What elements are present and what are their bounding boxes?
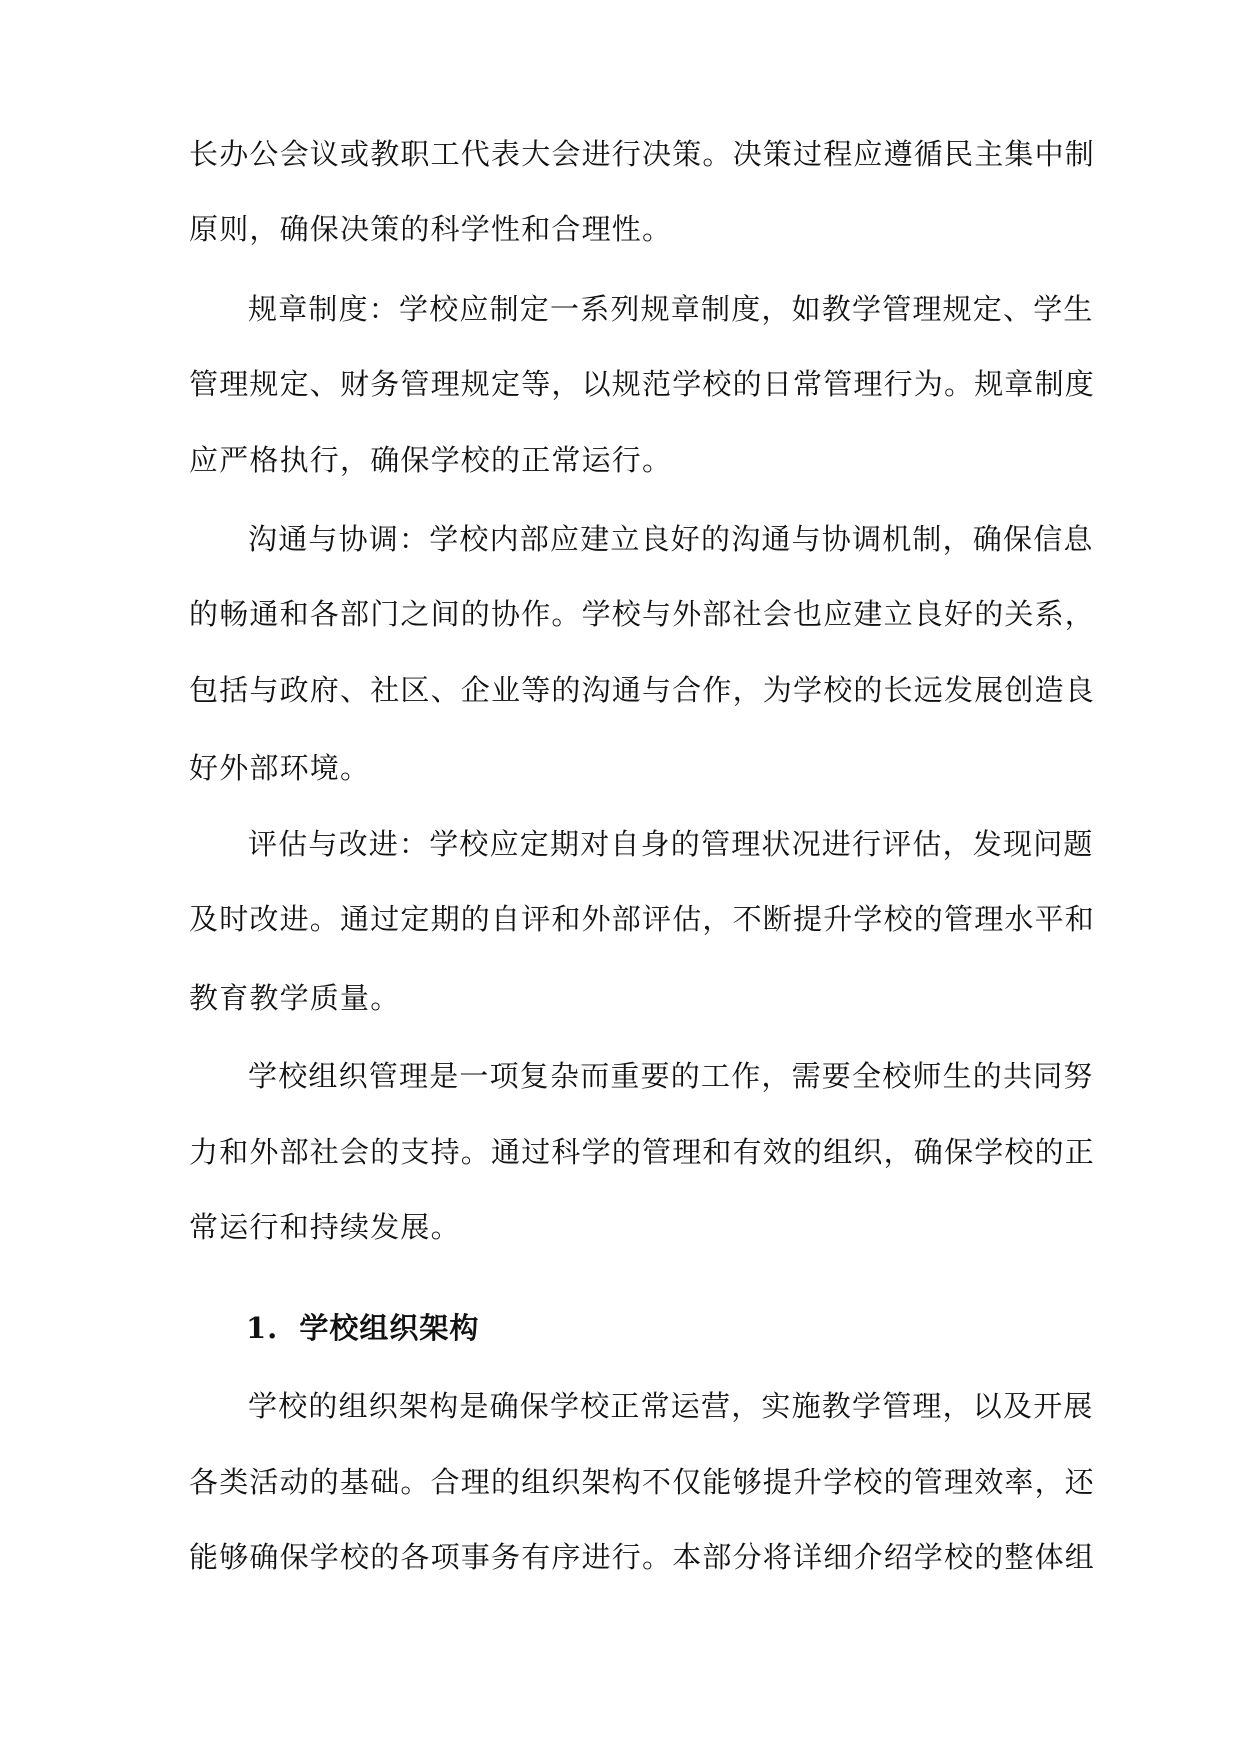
text-line: 力和外部社会的支持。通过科学的管理和有效的组织，确保学校的正 bbox=[189, 1135, 1096, 1169]
text-line: 长办公会议或教职工代表大会进行决策。决策过程应遵循民主集中制 bbox=[189, 137, 1096, 171]
text-line: 的畅通和各部门之间的协作。学校与外部社会也应建立良好的关系， bbox=[189, 597, 1096, 631]
text-line: 管理规定、财务管理规定等，以规范学校的日常管理行为。规章制度 bbox=[189, 367, 1096, 401]
text-line: 好外部环境。 bbox=[189, 751, 371, 785]
text-line: 及时改进。通过定期的自评和外部评估，不断提升学校的管理水平和 bbox=[189, 902, 1096, 936]
text-line: 规章制度：学校应制定一系列规章制度，如教学管理规定、学生 bbox=[248, 292, 1094, 326]
text-line: 包括与政府、社区、企业等的沟通与合作，为学校的长远发展创造良 bbox=[189, 673, 1096, 707]
section-number: 1. bbox=[246, 1311, 279, 1345]
text-line: 教育教学质量。 bbox=[189, 981, 401, 1015]
text-line: 评估与改进：学校应定期对自身的管理状况进行评估，发现问题 bbox=[248, 827, 1094, 861]
text-line: 原则，确保决策的科学性和合理性。 bbox=[189, 212, 673, 246]
text-line: 学校组织管理是一项复杂而重要的工作，需要全校师生的共同努 bbox=[248, 1059, 1094, 1093]
section-title: 学校组织架构 bbox=[299, 1311, 480, 1345]
text-line: 能够确保学校的各项事务有序进行。本部分将详细介绍学校的整体组 bbox=[189, 1540, 1096, 1574]
text-line: 常运行和持续发展。 bbox=[189, 1210, 461, 1244]
text-line: 沟通与协调：学校内部应建立良好的沟通与协调机制，确保信息 bbox=[248, 522, 1094, 556]
text-line: 学校的组织架构是确保学校正常运营，实施教学管理，以及开展 bbox=[248, 1389, 1094, 1423]
text-line: 各类活动的基础。合理的组织架构不仅能够提升学校的管理效率，还 bbox=[189, 1465, 1096, 1499]
section-heading bbox=[0, 1308, 1241, 1348]
text-line: 应严格执行，确保学校的正常运行。 bbox=[189, 443, 673, 477]
